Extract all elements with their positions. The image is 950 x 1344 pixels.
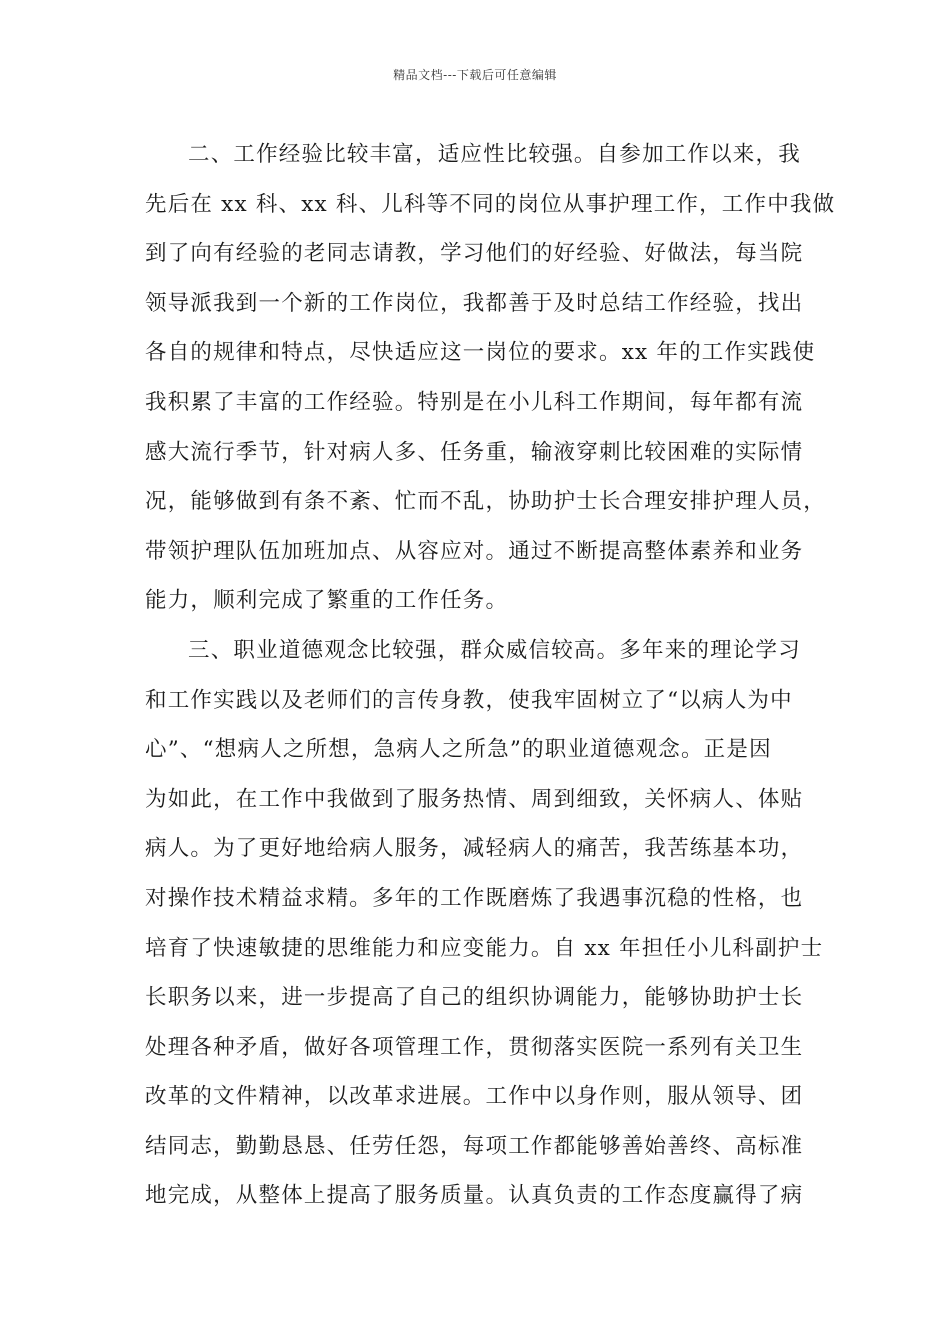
text-line: 我积累了丰富的工作经验。特别是在小儿科工作期间，每年都有流 — [145, 389, 804, 415]
text-line: 地完成，从整体上提高了服务质量。认真负责的工作态度赢得了病 — [145, 1183, 804, 1209]
paragraph-2 — [145, 130, 836, 626]
text-line: 对操作技术精益求精。多年的工作既磨炼了我遇事沉稳的性格，也 — [145, 885, 804, 911]
text-line: 改革的文件精神，以改革求进展。工作中以身作则，服从领导、团 — [145, 1084, 804, 1110]
text-line: 三、职业道德观念比较强，群众威信较高。多年来的理论学习 — [188, 637, 801, 663]
text-line: 况，能够做到有条不紊、忙而不乱，协助护士长合理安排护理人员， — [145, 489, 827, 515]
page-header: 精品文档---下载后可任意编辑 — [393, 68, 557, 82]
text-line: 先后在 xx 科、xx 科、儿科等不同的岗位从事护理工作，工作中我做 — [145, 191, 836, 217]
text-line: 各自的规律和特点，尽快适应这一岗位的要求。xx 年的工作实践使 — [145, 340, 816, 366]
text-line: 能力，顺利完成了繁重的工作任务。 — [145, 588, 509, 614]
text-line: 心”、“想病人之所想，急病人之所急”的职业道德观念。正是因 — [145, 737, 772, 763]
text-line: 和工作实践以及老师们的言传身教，使我牢固树立了“以病人为中 — [145, 687, 793, 713]
text-line: 处理各种矛盾，做好各项管理工作，贯彻落实医院一系列有关卫生 — [145, 1034, 804, 1060]
text-line: 领导派我到一个新的工作岗位，我都善于及时总结工作经验，找出 — [145, 290, 804, 316]
text-line: 为如此，在工作中我做到了服务热情、周到细致，关怀病人、体贴 — [145, 786, 804, 812]
text-line: 二、工作经验比较丰富，适应性比较强。自参加工作以来，我 — [188, 142, 801, 167]
text-line: 培育了快速敏捷的思维能力和应变能力。自 xx 年担任小儿科副护士 — [145, 935, 824, 961]
text-line: 感大流行季节，针对病人多、任务重，输液穿刺比较困难的实际情 — [145, 439, 804, 465]
text-line: 长职务以来，进一步提高了自己的组织协调能力，能够协助护士长 — [145, 985, 804, 1011]
text-line: 病人。为了更好地给病人服务，减轻病人的痛苦，我苦练基本功， — [145, 836, 804, 862]
document-body — [145, 130, 836, 1221]
paragraph-3 — [145, 626, 825, 1221]
text-line: 结同志，勤勤恳恳、任劳任怨，每项工作都能够善始善终、高标准 — [145, 1133, 804, 1159]
text-line: 带领护理队伍加班加点、从容应对。通过不断提高整体素养和业务 — [145, 538, 804, 564]
text-line: 到了向有经验的老同志请教，学习他们的好经验、好做法，每当院 — [145, 241, 804, 267]
